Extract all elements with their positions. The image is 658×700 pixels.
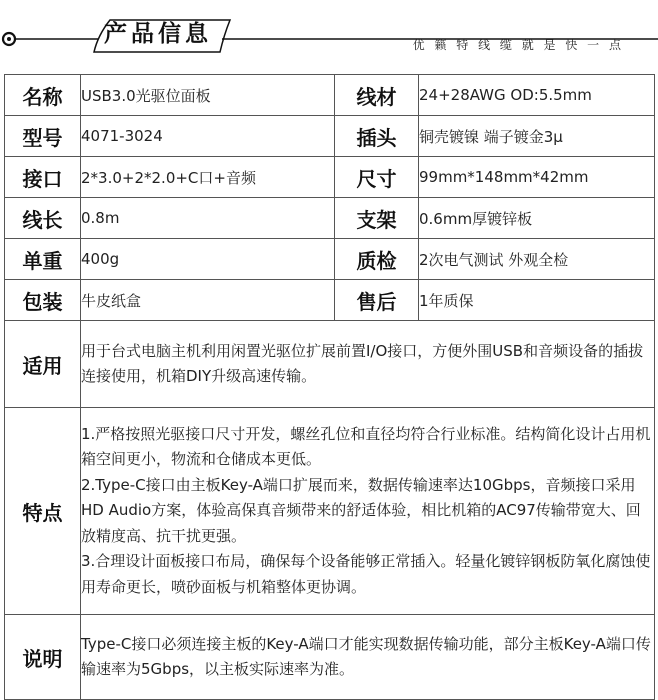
spec-value: 0.6mm厚镀锌板 [419, 198, 655, 239]
features-row [5, 408, 655, 615]
spec-value: 2*3.0+2*2.0+C口+音频 [81, 157, 335, 198]
spec-row [5, 280, 655, 321]
page-title: 产品信息 [104, 21, 212, 47]
feature-item: 2.Type-C接口由主板Key-A端口扩展而来，数据传输速率达10Gbps，音频接口采用HD Audio方案，体验高保真音频带来的舒适体验，相比机箱的AC97传输带宽大、回放精度高、抗干扰更强。 [81, 475, 641, 545]
section-header [0, 0, 658, 64]
spec-label: 线材 [335, 75, 419, 116]
features-label: 特点 [5, 408, 81, 615]
spec-value: 1年质保 [419, 280, 655, 321]
spec-label: 型号 [5, 116, 81, 157]
spec-label: 线长 [5, 198, 81, 239]
spec-value: 400g [81, 239, 335, 280]
usage-label: 适用 [5, 321, 81, 408]
spec-label: 包装 [5, 280, 81, 321]
spec-label: 质检 [335, 239, 419, 280]
spec-row [5, 116, 655, 157]
spec-value: 牛皮纸盒 [81, 280, 335, 321]
brand-slogan: 优 籁 特 线 缆 就 是 快 一 点 [412, 38, 624, 52]
spec-label: 单重 [5, 239, 81, 280]
note-label: 说明 [5, 615, 81, 700]
note-text: Type-C接口必须连接主板的Key-A端口才能实现数据传输功能，部分主板Key-A端口传输速率为5Gbps，以主板实际速率为准。 [81, 634, 651, 678]
spec-value: USB3.0光驱位面板 [81, 75, 335, 116]
usage-text: 用于台式电脑主机利用闲置光驱位扩展前置I/O接口，方便外围USB和音频设备的插拔连接使用，机箱DIY升级高速传输。 [81, 341, 644, 385]
spec-row [5, 198, 655, 239]
usage-row [5, 321, 655, 408]
note-row [5, 615, 655, 700]
spec-label: 售后 [335, 280, 419, 321]
spec-label: 插头 [335, 116, 419, 157]
spec-value: 99mm*148mm*42mm [419, 157, 655, 198]
spec-row [5, 239, 655, 280]
spec-label: 尺寸 [335, 157, 419, 198]
spec-value: 铜壳镀镍 端子镀金3μ [419, 116, 655, 157]
spec-table [4, 74, 655, 700]
feature-item: 1.严格按照光驱接口尺寸开发，螺丝孔位和直径均符合行业标准。结构简化设计占用机箱空间更小，物流和仓储成本更低。 [81, 424, 651, 469]
spec-value: 4071-3024 [81, 116, 335, 157]
spec-label: 名称 [5, 75, 81, 116]
feature-item: 3.合理设计面板接口布局，确保每个设备能够正常插入。轻量化镀锌钢板防氧化腐蚀使用寿命更长，喷砂面板与机箱整体更协调。 [81, 552, 651, 596]
spec-label: 接口 [5, 157, 81, 198]
spec-value: 0.8m [81, 198, 335, 239]
spec-value: 24+28AWG OD:5.5mm [419, 75, 655, 116]
spec-row [5, 157, 655, 198]
spec-row [5, 75, 655, 116]
spec-label: 支架 [335, 198, 419, 239]
spec-value: 2次电气测试 外观全检 [419, 239, 655, 280]
